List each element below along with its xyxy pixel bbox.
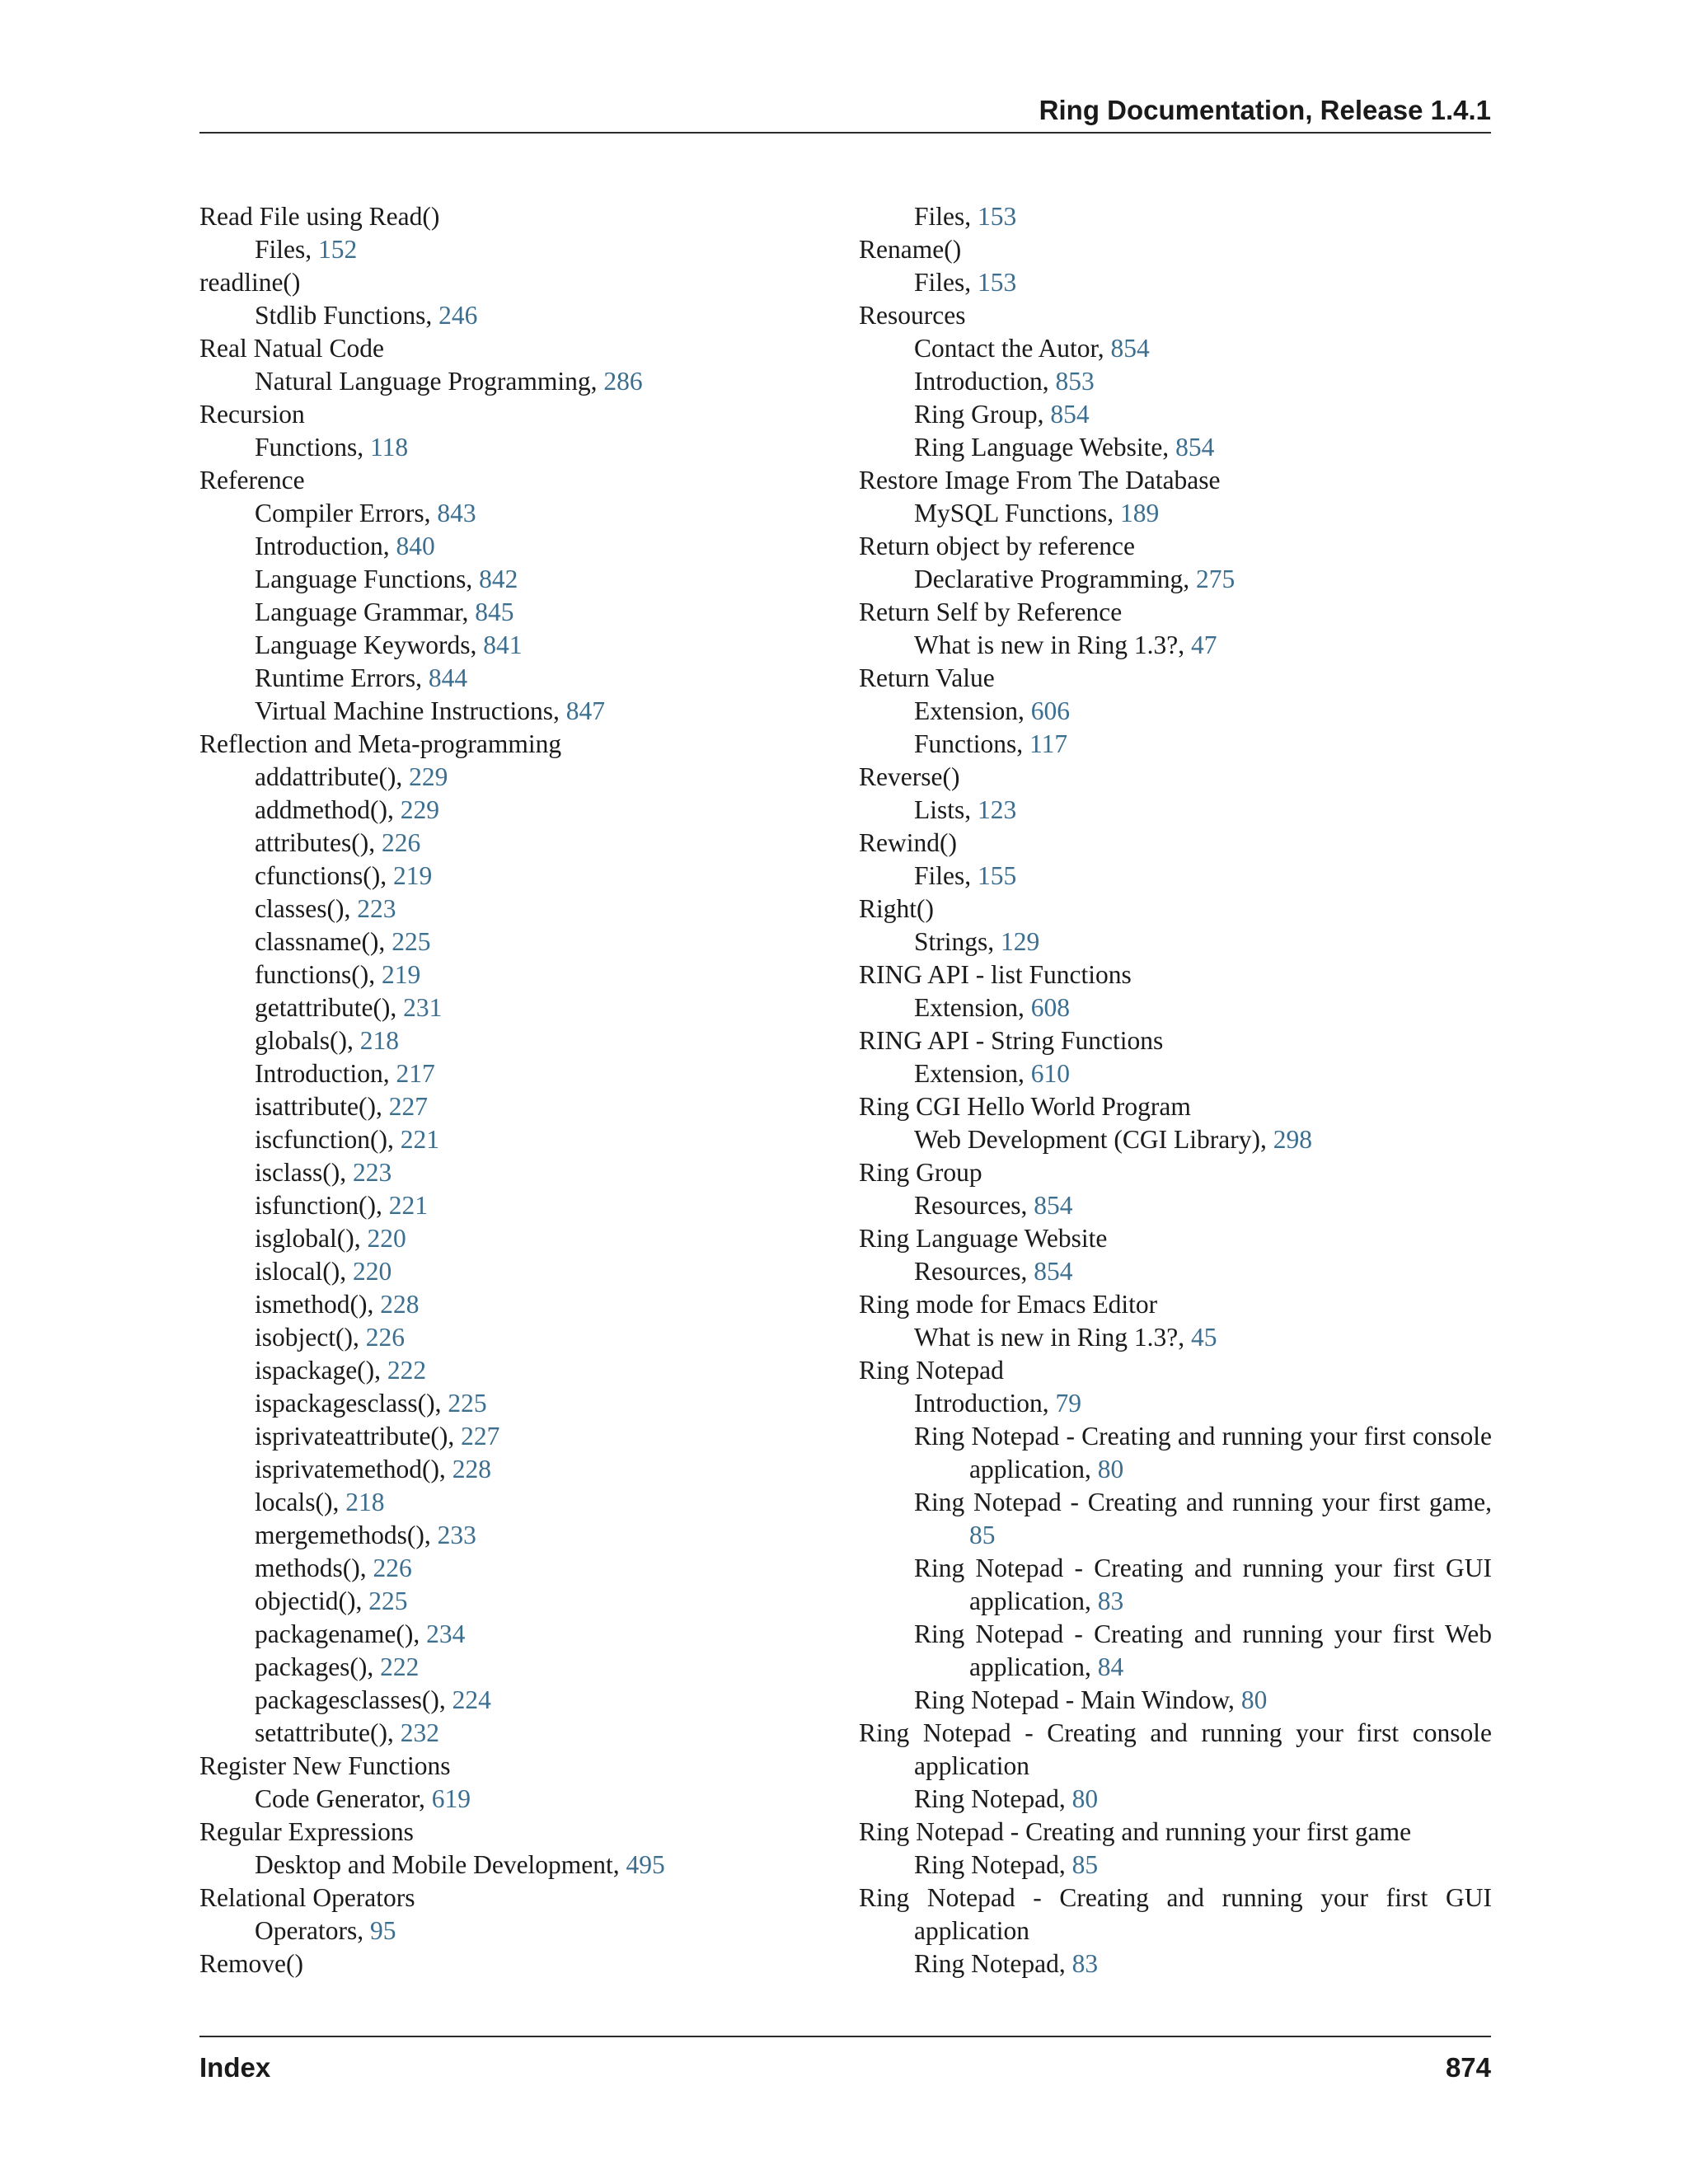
page-link[interactable]: 221 xyxy=(400,1125,439,1154)
page-link[interactable]: 153 xyxy=(978,268,1017,297)
index-subentry xyxy=(859,1420,1492,1486)
index-subentry xyxy=(199,1189,834,1222)
index-term: Reverse() xyxy=(859,762,960,791)
index-subentry xyxy=(859,398,1492,431)
index-term: isobject(), xyxy=(255,1323,366,1352)
page-link[interactable]: 275 xyxy=(1196,565,1236,593)
footer-page-number: 874 xyxy=(1445,2052,1491,2083)
page-link[interactable]: 83 xyxy=(1071,1949,1099,1978)
index-subentry xyxy=(199,1585,834,1618)
index-subentry xyxy=(859,497,1492,530)
index-term: Ring Notepad, xyxy=(914,1850,1072,1879)
index-entry xyxy=(859,893,1492,926)
index-subentry xyxy=(199,1783,834,1816)
index-term: RING API - String Functions xyxy=(859,1026,1164,1055)
index-term: Extension, xyxy=(914,696,1031,725)
index-subentry xyxy=(859,794,1492,827)
page-link[interactable]: 225 xyxy=(368,1586,408,1615)
index-subentry xyxy=(859,1618,1492,1684)
index-term: Reference xyxy=(199,466,305,494)
index-term: ispackagesclass(), xyxy=(255,1389,448,1418)
index-subentry xyxy=(199,1717,834,1750)
page-link[interactable]: 843 xyxy=(437,499,476,527)
index-term: isfunction(), xyxy=(255,1191,389,1220)
index-term: mergemethods(), xyxy=(255,1521,438,1549)
index-term: What is new in Ring 1.3?, xyxy=(914,1323,1191,1352)
index-term: readline() xyxy=(199,268,301,297)
index-subentry xyxy=(199,1123,834,1156)
index-term: Reflection and Meta-programming xyxy=(199,729,562,758)
index-subentry xyxy=(859,926,1492,958)
page-link[interactable]: 85 xyxy=(969,1521,996,1549)
index-term: locals(), xyxy=(255,1488,346,1516)
index-entry xyxy=(859,958,1492,991)
index-entry xyxy=(199,398,834,431)
index-entry xyxy=(859,1717,1492,1783)
page-link[interactable]: 854 xyxy=(1110,334,1150,363)
index-term: Web Development (CGI Library), xyxy=(914,1125,1273,1154)
index-subentry xyxy=(199,1618,834,1651)
index-term: Ring Language Website xyxy=(859,1224,1108,1253)
index-subentry xyxy=(859,1849,1492,1882)
index-term: Files, xyxy=(914,268,978,297)
page-link[interactable]: 95 xyxy=(369,1916,396,1945)
index-term: Natural Language Programming, xyxy=(255,367,604,396)
index-subentry xyxy=(859,563,1492,596)
index-term: packages(), xyxy=(255,1652,381,1681)
page-link[interactable]: 847 xyxy=(565,696,606,725)
page-link[interactable]: 152 xyxy=(318,235,358,264)
index-term: addattribute(), xyxy=(255,762,410,791)
index-subentry xyxy=(859,1387,1492,1420)
index-term: iscfunction(), xyxy=(255,1125,401,1154)
page-link[interactable]: 219 xyxy=(381,960,421,989)
page-link[interactable]: 224 xyxy=(452,1685,491,1714)
index-subentry xyxy=(859,1486,1492,1552)
index-term: Introduction, xyxy=(914,367,1056,396)
index-term: isprivatemethod(), xyxy=(255,1455,452,1483)
index-term: Return object by reference xyxy=(859,532,1135,560)
page-link[interactable]: 246 xyxy=(438,301,478,330)
index-subentry xyxy=(199,563,834,596)
index-subentry xyxy=(199,299,834,332)
index-term: Ring Notepad - Creating and running your first Web application, xyxy=(914,1619,1492,1681)
index-subentry xyxy=(199,1156,834,1189)
index-subentry xyxy=(859,1552,1492,1618)
index-term: Resources, xyxy=(914,1191,1034,1220)
index-subentry xyxy=(199,1255,834,1288)
index-term: cfunctions(), xyxy=(255,861,393,890)
page-link[interactable]: 217 xyxy=(396,1059,435,1088)
page-link[interactable]: 225 xyxy=(448,1389,487,1418)
page-link[interactable]: 221 xyxy=(388,1191,428,1220)
page-link[interactable]: 85 xyxy=(1071,1850,1099,1879)
index-term: islocal(), xyxy=(255,1257,353,1286)
index-term: isglobal(), xyxy=(255,1224,368,1253)
index-term: Ring Notepad - Main Window, xyxy=(914,1685,1241,1714)
index-subentry xyxy=(859,1255,1492,1288)
index-term: Relational Operators xyxy=(199,1883,415,1912)
index-term: attributes(), xyxy=(255,828,382,857)
page-link[interactable]: 228 xyxy=(452,1455,491,1483)
index-term: Strings, xyxy=(914,927,1001,956)
index-term: Functions, xyxy=(255,433,371,462)
index-subentry xyxy=(199,629,834,662)
page-link[interactable]: 227 xyxy=(461,1422,500,1451)
index-term: Extension, xyxy=(914,1059,1031,1088)
index-subentry xyxy=(199,431,834,464)
index-term: Ring Notepad - Creating and running your first console application, xyxy=(914,1422,1492,1483)
index-subentry xyxy=(859,629,1492,662)
index-entry xyxy=(199,1750,834,1783)
page-link[interactable]: 80 xyxy=(1071,1784,1099,1813)
index-subentry xyxy=(199,233,834,266)
index-term: Remove() xyxy=(199,1949,303,1978)
index-term: Right() xyxy=(859,894,934,923)
index-entry xyxy=(199,1882,834,1915)
page-link[interactable]: 619 xyxy=(431,1784,471,1813)
page-link[interactable]: 117 xyxy=(1029,729,1068,758)
page-link[interactable]: 79 xyxy=(1055,1389,1081,1418)
index-term: Ring Notepad, xyxy=(914,1949,1072,1978)
index-entry xyxy=(859,761,1492,794)
index-entry xyxy=(859,662,1492,695)
index-subentry xyxy=(859,1057,1492,1090)
index-subentry xyxy=(199,1552,834,1585)
index-subentry xyxy=(199,1387,834,1420)
page-link[interactable]: 220 xyxy=(367,1224,406,1253)
index-subentry xyxy=(199,1651,834,1684)
index-term: isattribute(), xyxy=(255,1092,389,1121)
index-term: Ring Notepad - Creating and running your first GUI application xyxy=(859,1883,1492,1945)
index-term: Functions, xyxy=(914,729,1030,758)
index-term: Register New Functions xyxy=(199,1751,451,1780)
index-term: Recursion xyxy=(199,400,305,429)
index-term: Ring CGI Hello World Program xyxy=(859,1092,1191,1121)
page-link[interactable]: 854 xyxy=(1050,400,1090,429)
index-subentry xyxy=(199,1222,834,1255)
index-subentry xyxy=(859,991,1492,1024)
index-subentry xyxy=(859,1684,1492,1717)
index-entry xyxy=(859,1024,1492,1057)
index-term: Code Generator, xyxy=(255,1784,432,1813)
index-term: Stdlib Functions, xyxy=(255,301,439,330)
index-subentry xyxy=(199,1420,834,1453)
index-term: Files, xyxy=(255,235,319,264)
index-entry xyxy=(859,1354,1492,1387)
page-link[interactable]: 80 xyxy=(1097,1455,1124,1483)
index-term: Extension, xyxy=(914,993,1031,1022)
page-link[interactable]: 608 xyxy=(1030,993,1070,1022)
index-entry xyxy=(859,1090,1492,1123)
index-term: Ring Group xyxy=(859,1158,982,1187)
index-subentry xyxy=(859,1123,1492,1156)
page-link[interactable]: 220 xyxy=(352,1257,392,1286)
index-entry xyxy=(859,827,1492,860)
index-subentry xyxy=(199,1321,834,1354)
page-link[interactable]: 189 xyxy=(1120,499,1160,527)
page-link[interactable]: 223 xyxy=(352,1158,392,1187)
page-link[interactable]: 223 xyxy=(357,894,396,923)
index-subentry xyxy=(199,1057,834,1090)
index-entry xyxy=(859,299,1492,332)
page-footer xyxy=(199,2036,1491,2087)
index-term: classes(), xyxy=(255,894,358,923)
page-link[interactable]: 226 xyxy=(381,828,421,857)
index-subentry xyxy=(199,1684,834,1717)
index-subentry xyxy=(859,365,1492,398)
index-term: Return Self by Reference xyxy=(859,598,1123,626)
page-link[interactable]: 840 xyxy=(396,532,435,560)
index-subentry xyxy=(859,431,1492,464)
index-term: Runtime Errors, xyxy=(255,663,429,692)
page-link[interactable]: 227 xyxy=(388,1092,428,1121)
index-subentry xyxy=(859,200,1492,233)
index-term: Resources, xyxy=(914,1257,1034,1286)
index-term: Regular Expressions xyxy=(199,1817,414,1846)
index-term: functions(), xyxy=(255,960,382,989)
page-link[interactable]: 226 xyxy=(373,1554,412,1582)
index-subentry xyxy=(859,1189,1492,1222)
index-term: Desktop and Mobile Development, xyxy=(255,1850,626,1879)
index-term: Introduction, xyxy=(914,1389,1056,1418)
index-entry xyxy=(199,464,834,497)
page-link[interactable]: 153 xyxy=(978,202,1017,231)
index-term: Declarative Programming, xyxy=(914,565,1197,593)
index-term: Files, xyxy=(914,202,978,231)
index-term: isprivateattribute(), xyxy=(255,1422,462,1451)
index-term: objectid(), xyxy=(255,1586,369,1615)
index-term: Ring Notepad - Creating and running your first GUI application, xyxy=(914,1554,1492,1615)
index-term: Read File using Read() xyxy=(199,202,440,231)
index-subentry xyxy=(859,1783,1492,1816)
index-subentry xyxy=(199,695,834,728)
index-entry xyxy=(859,1156,1492,1189)
index-subentry xyxy=(199,958,834,991)
index-entry xyxy=(199,332,834,365)
index-term: Return Value xyxy=(859,663,995,692)
page-link[interactable]: 80 xyxy=(1240,1685,1268,1714)
index-subentry xyxy=(199,761,834,794)
index-entry xyxy=(859,1288,1492,1321)
page-link[interactable]: 298 xyxy=(1273,1125,1312,1154)
index-subentry xyxy=(199,1486,834,1519)
index-term: isclass(), xyxy=(255,1158,353,1187)
header-title: Ring Documentation, Release 1.4.1 xyxy=(1039,95,1491,125)
page-link[interactable]: 218 xyxy=(359,1026,399,1055)
page-link[interactable]: 854 xyxy=(1175,433,1215,462)
index-subentry xyxy=(199,893,834,926)
page-link[interactable]: 286 xyxy=(603,367,643,396)
index-subentry xyxy=(199,365,834,398)
index-subentry xyxy=(199,860,834,893)
index-term: Ring Notepad - Creating and running your first console application xyxy=(859,1718,1492,1780)
index-subentry xyxy=(859,728,1492,761)
page-link[interactable]: 222 xyxy=(387,1356,427,1385)
index-term: Ring Notepad xyxy=(859,1356,1004,1385)
page-link[interactable]: 129 xyxy=(1001,927,1040,956)
page-link[interactable]: 83 xyxy=(1097,1586,1124,1615)
page-link[interactable]: 45 xyxy=(1190,1323,1217,1352)
index-entry xyxy=(199,1816,834,1849)
index-entry xyxy=(199,266,834,299)
index-entry xyxy=(199,200,834,233)
index-term: Restore Image From The Database xyxy=(859,466,1221,494)
index-term: ismethod(), xyxy=(255,1290,381,1319)
index-subentry xyxy=(199,794,834,827)
index-term: Ring Notepad, xyxy=(914,1784,1072,1813)
index-subentry xyxy=(859,1947,1492,1980)
index-term: Rewind() xyxy=(859,828,957,857)
index-term: Operators, xyxy=(255,1916,370,1945)
page-link[interactable]: 123 xyxy=(978,795,1017,824)
page-link[interactable]: 84 xyxy=(1097,1652,1124,1681)
index-subentry xyxy=(859,1321,1492,1354)
index-subentry xyxy=(199,827,834,860)
index-term: getattribute(), xyxy=(255,993,404,1022)
index-subentry xyxy=(199,1915,834,1947)
index-term: Ring mode for Emacs Editor xyxy=(859,1290,1158,1319)
page-link[interactable]: 228 xyxy=(380,1290,420,1319)
page-link[interactable]: 222 xyxy=(380,1652,420,1681)
page-link[interactable]: 232 xyxy=(400,1718,439,1747)
index-term: Compiler Errors, xyxy=(255,499,438,527)
index-term: Lists, xyxy=(914,795,978,824)
index-term: Introduction, xyxy=(255,1059,396,1088)
index-column-right xyxy=(859,200,1492,1980)
index-subentry xyxy=(199,596,834,629)
page-link[interactable]: 606 xyxy=(1030,696,1070,725)
index-term: Language Grammar, xyxy=(255,598,476,626)
page-link[interactable]: 225 xyxy=(392,927,431,956)
index-subentry xyxy=(199,991,834,1024)
page-link[interactable]: 495 xyxy=(626,1850,665,1879)
page-link[interactable]: 853 xyxy=(1055,367,1095,396)
page-link[interactable]: 229 xyxy=(409,762,448,791)
index-term: Language Keywords, xyxy=(255,630,484,659)
page-link[interactable]: 233 xyxy=(437,1521,476,1549)
page-link[interactable]: 844 xyxy=(428,663,468,692)
index-term: globals(), xyxy=(255,1026,360,1055)
page-link[interactable]: 155 xyxy=(978,861,1017,890)
page-link[interactable]: 219 xyxy=(392,861,433,890)
page-link[interactable]: 47 xyxy=(1190,630,1217,659)
index-column-left xyxy=(199,200,834,1980)
page-link[interactable]: 231 xyxy=(403,993,443,1022)
page-link[interactable]: 229 xyxy=(400,795,439,824)
index-term: Ring Notepad - Creating and running your first game xyxy=(859,1817,1412,1846)
index-entry xyxy=(859,464,1492,497)
page-link[interactable]: 842 xyxy=(479,565,518,593)
index-subentry xyxy=(199,1090,834,1123)
index-term: addmethod(), xyxy=(255,795,401,824)
index-entry xyxy=(859,233,1492,266)
index-subentry xyxy=(859,695,1492,728)
index-subentry xyxy=(199,497,834,530)
index-term: MySQL Functions, xyxy=(914,499,1120,527)
index-subentry xyxy=(199,1354,834,1387)
index-term: packagename(), xyxy=(255,1619,427,1648)
index-subentry xyxy=(199,1453,834,1486)
index-term: Rename() xyxy=(859,235,962,264)
index-term: Language Functions, xyxy=(255,565,480,593)
footer-section: Index xyxy=(199,2052,271,2083)
index-term: packagesclasses(), xyxy=(255,1685,452,1714)
page-link[interactable]: 118 xyxy=(370,433,409,462)
index-entry xyxy=(859,1816,1492,1849)
index-entry xyxy=(199,1947,834,1980)
index-subentry xyxy=(199,1288,834,1321)
index-term: setattribute(), xyxy=(255,1718,401,1747)
index-term: Introduction, xyxy=(255,532,396,560)
index-entry xyxy=(199,728,834,761)
index-term: Ring Notepad - Creating and running your first game, xyxy=(914,1488,1492,1516)
index-subentry xyxy=(859,332,1492,365)
index-term: methods(), xyxy=(255,1554,373,1582)
index-subentry xyxy=(199,926,834,958)
page-link[interactable]: 610 xyxy=(1030,1059,1070,1088)
page-link[interactable]: 218 xyxy=(345,1488,385,1516)
running-header xyxy=(199,94,1491,134)
page-link[interactable]: 845 xyxy=(475,598,514,626)
index-term: ispackage(), xyxy=(255,1356,387,1385)
index-subentry xyxy=(199,1519,834,1552)
page-link[interactable]: 226 xyxy=(365,1323,405,1352)
index-term: Resources xyxy=(859,301,966,330)
index-term: Files, xyxy=(914,861,978,890)
index-subentry xyxy=(859,860,1492,893)
index-entry xyxy=(859,1882,1492,1947)
index-subentry xyxy=(859,266,1492,299)
index-term: Virtual Machine Instructions, xyxy=(255,696,566,725)
index-subentry xyxy=(199,1024,834,1057)
index-entry xyxy=(859,596,1492,629)
index-term: Ring Language Website, xyxy=(914,433,1176,462)
index-entry xyxy=(859,530,1492,563)
page-link[interactable]: 234 xyxy=(426,1619,466,1648)
index-subentry xyxy=(199,530,834,563)
index-subentry xyxy=(199,662,834,695)
index-term: RING API - list Functions xyxy=(859,960,1132,989)
index-term: Real Natual Code xyxy=(199,334,384,363)
index-term: classname(), xyxy=(255,927,392,956)
page-link[interactable]: 854 xyxy=(1034,1257,1073,1286)
page-link[interactable]: 854 xyxy=(1034,1191,1073,1220)
index-term: What is new in Ring 1.3?, xyxy=(914,630,1191,659)
page-link[interactable]: 841 xyxy=(483,630,523,659)
index-entry xyxy=(859,1222,1492,1255)
index-term: Ring Group, xyxy=(914,400,1051,429)
index-term: Contact the Autor, xyxy=(914,334,1111,363)
index-subentry xyxy=(199,1849,834,1882)
